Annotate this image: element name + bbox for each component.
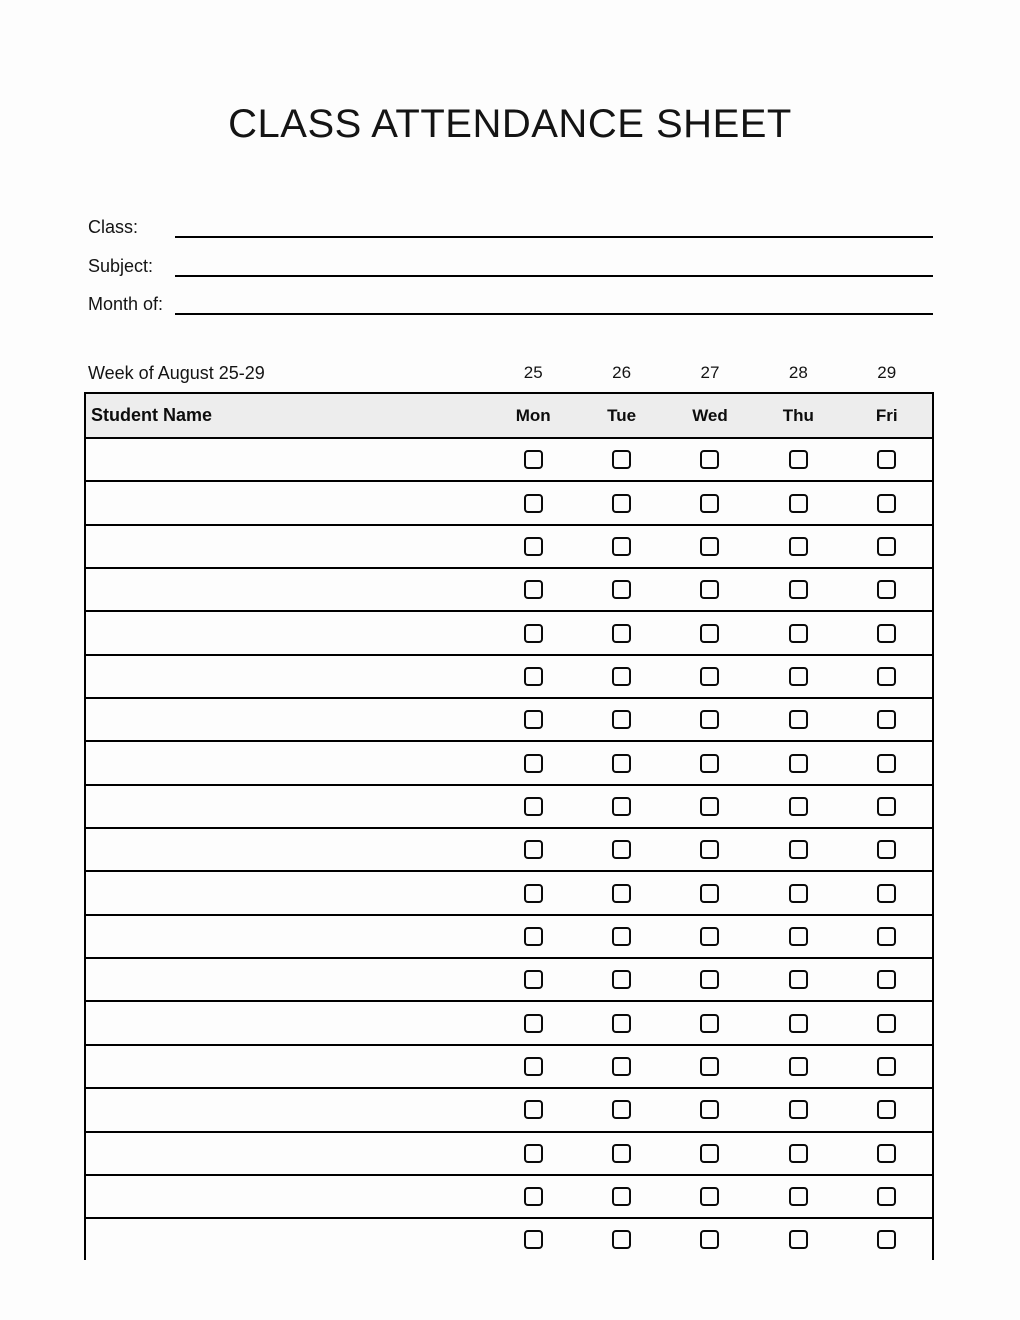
- attendance-checkbox[interactable]: [524, 494, 543, 513]
- table-row: [86, 612, 932, 655]
- attendance-checkbox[interactable]: [789, 537, 808, 556]
- day-cell-mon: [489, 1057, 577, 1076]
- day-cell-mon: [489, 970, 577, 989]
- table-row: [86, 916, 932, 959]
- table-row: [86, 786, 932, 829]
- table-row: [86, 1176, 932, 1219]
- attendance-checkbox[interactable]: [612, 1100, 631, 1119]
- day-cell-thu: [754, 1144, 842, 1163]
- day-header-thu: Thu: [782, 405, 814, 425]
- attendance-checkbox[interactable]: [700, 1187, 719, 1206]
- attendance-checkbox[interactable]: [877, 970, 896, 989]
- day-cell-thu: [754, 970, 842, 989]
- attendance-checkbox[interactable]: [877, 1057, 896, 1076]
- day-cell-fri: [843, 840, 931, 859]
- attendance-checkbox[interactable]: [524, 667, 543, 686]
- attendance-checkbox[interactable]: [789, 797, 808, 816]
- date-29: 29: [877, 363, 897, 382]
- day-cell-mon: [489, 840, 577, 859]
- attendance-checkbox[interactable]: [877, 624, 896, 643]
- day-cell-thu: [754, 797, 842, 816]
- day-cell-thu: [754, 927, 842, 946]
- day-cell-wed: [666, 797, 754, 816]
- attendance-checkbox[interactable]: [524, 970, 543, 989]
- student-name-cell[interactable]: [86, 872, 489, 913]
- attendance-checkbox[interactable]: [700, 1230, 719, 1249]
- day-cell-fri: [843, 1144, 931, 1163]
- attendance-checkbox[interactable]: [612, 667, 631, 686]
- day-cell-fri: [843, 884, 931, 903]
- date-28: 28: [788, 363, 808, 382]
- day-header-fri: Fri: [875, 405, 898, 425]
- attendance-checkbox[interactable]: [789, 1057, 808, 1076]
- day-cell-fri: [843, 710, 931, 729]
- table-row: [86, 1089, 932, 1132]
- attendance-checkbox[interactable]: [524, 1187, 543, 1206]
- attendance-checkbox[interactable]: [877, 1100, 896, 1119]
- attendance-checkbox[interactable]: [524, 624, 543, 643]
- attendance-checkbox[interactable]: [612, 797, 631, 816]
- day-cell-wed: [666, 840, 754, 859]
- day-cell-wed: [666, 1230, 754, 1249]
- student-name-cell[interactable]: [86, 1219, 489, 1260]
- table-header-row: [86, 394, 932, 439]
- day-cell-tue: [577, 667, 665, 686]
- day-cell-tue: [577, 1100, 665, 1119]
- attendance-checkbox[interactable]: [789, 1100, 808, 1119]
- day-cell-mon: [489, 1100, 577, 1119]
- attendance-checkbox[interactable]: [700, 1057, 719, 1076]
- subject-label: Subject:: [88, 255, 154, 276]
- day-cell-mon: [489, 537, 577, 556]
- day-cell-fri: [843, 494, 931, 513]
- attendance-checkbox[interactable]: [789, 840, 808, 859]
- day-cell-fri: [843, 970, 931, 989]
- field-month-of: [88, 293, 933, 315]
- attendance-table: [84, 392, 934, 1260]
- attendance-checkbox[interactable]: [524, 450, 543, 469]
- attendance-checkbox[interactable]: [524, 884, 543, 903]
- table-row: [86, 1133, 932, 1176]
- day-cell-mon: [489, 1230, 577, 1249]
- day-cell-mon: [489, 580, 577, 599]
- attendance-checkbox[interactable]: [524, 797, 543, 816]
- day-cell-tue: [577, 580, 665, 599]
- table-body: [86, 439, 932, 1260]
- attendance-checkbox[interactable]: [789, 1187, 808, 1206]
- day-cell-thu: [754, 840, 842, 859]
- attendance-checkbox[interactable]: [612, 1014, 631, 1033]
- attendance-checkbox[interactable]: [789, 927, 808, 946]
- day-cell-tue: [577, 1187, 665, 1206]
- attendance-checkbox[interactable]: [877, 667, 896, 686]
- attendance-checkbox[interactable]: [700, 710, 719, 729]
- day-cell-tue: [577, 450, 665, 469]
- day-cell-thu: [754, 710, 842, 729]
- attendance-checkbox[interactable]: [524, 710, 543, 729]
- attendance-checkbox[interactable]: [877, 754, 896, 773]
- day-cell-fri: [843, 927, 931, 946]
- day-cell-mon: [489, 624, 577, 643]
- attendance-checkbox[interactable]: [612, 1057, 631, 1076]
- day-cell-thu: [754, 450, 842, 469]
- day-cell-wed: [666, 1187, 754, 1206]
- day-cell-thu: [754, 580, 842, 599]
- day-cell-fri: [843, 1187, 931, 1206]
- attendance-checkbox[interactable]: [524, 754, 543, 773]
- attendance-checkbox[interactable]: [700, 754, 719, 773]
- attendance-checkbox[interactable]: [524, 1014, 543, 1033]
- day-cell-tue: [577, 1057, 665, 1076]
- week-label: Week of August 25-29: [88, 362, 265, 383]
- date-25: 25: [523, 363, 543, 382]
- attendance-checkbox[interactable]: [789, 667, 808, 686]
- table-row: [86, 829, 932, 872]
- class-label: Class:: [88, 216, 139, 237]
- day-cell-wed: [666, 970, 754, 989]
- day-cell-thu: [754, 667, 842, 686]
- day-header-tue: Tue: [607, 405, 637, 425]
- student-name-cell[interactable]: [86, 699, 489, 740]
- table-row: [86, 526, 932, 569]
- day-cell-mon: [489, 1014, 577, 1033]
- student-name-cell[interactable]: [86, 1002, 489, 1043]
- day-cell-tue: [577, 970, 665, 989]
- month-of-input-line[interactable]: [175, 293, 933, 315]
- attendance-checkbox[interactable]: [877, 927, 896, 946]
- day-cell-tue: [577, 884, 665, 903]
- attendance-checkbox[interactable]: [789, 624, 808, 643]
- day-cell-wed: [666, 927, 754, 946]
- table-row: [86, 699, 932, 742]
- attendance-checkbox[interactable]: [612, 754, 631, 773]
- attendance-checkbox[interactable]: [612, 840, 631, 859]
- field-class: [88, 216, 933, 238]
- attendance-checkbox[interactable]: [612, 580, 631, 599]
- day-cell-wed: [666, 580, 754, 599]
- table-row: [86, 439, 932, 482]
- day-cell-mon: [489, 450, 577, 469]
- table-row: [86, 959, 932, 1002]
- attendance-checkbox[interactable]: [789, 710, 808, 729]
- student-name-cell[interactable]: [86, 569, 489, 610]
- attendance-checkbox[interactable]: [612, 710, 631, 729]
- attendance-checkbox[interactable]: [877, 537, 896, 556]
- class-input-line[interactable]: [175, 216, 933, 238]
- attendance-checkbox[interactable]: [700, 537, 719, 556]
- day-cell-tue: [577, 710, 665, 729]
- day-cell-wed: [666, 1144, 754, 1163]
- day-cell-wed: [666, 624, 754, 643]
- attendance-checkbox[interactable]: [877, 1187, 896, 1206]
- day-cell-fri: [843, 667, 931, 686]
- day-cell-mon: [489, 927, 577, 946]
- attendance-checkbox[interactable]: [700, 494, 719, 513]
- day-cell-tue: [577, 1014, 665, 1033]
- day-cell-thu: [754, 494, 842, 513]
- date-26: 26: [612, 363, 632, 382]
- day-cell-thu: [754, 1100, 842, 1119]
- day-cell-tue: [577, 1144, 665, 1163]
- day-cell-mon: [489, 710, 577, 729]
- attendance-checkbox[interactable]: [700, 667, 719, 686]
- day-cell-thu: [754, 537, 842, 556]
- day-cell-wed: [666, 667, 754, 686]
- attendance-checkbox[interactable]: [612, 494, 631, 513]
- day-cell-tue: [577, 1230, 665, 1249]
- day-cell-fri: [843, 450, 931, 469]
- day-cell-mon: [489, 667, 577, 686]
- day-cell-fri: [843, 754, 931, 773]
- student-name-cell[interactable]: [86, 786, 489, 827]
- attendance-checkbox[interactable]: [877, 494, 896, 513]
- date-27: 27: [700, 363, 720, 382]
- day-cell-tue: [577, 754, 665, 773]
- table-row: [86, 482, 932, 525]
- day-cell-thu: [754, 1057, 842, 1076]
- attendance-checkbox[interactable]: [700, 624, 719, 643]
- day-cell-wed: [666, 537, 754, 556]
- attendance-checkbox[interactable]: [612, 624, 631, 643]
- week-header-row: [84, 360, 934, 386]
- page-title: CLASS ATTENDANCE SHEET: [228, 102, 792, 146]
- attendance-checkbox[interactable]: [789, 1144, 808, 1163]
- attendance-checkbox[interactable]: [877, 710, 896, 729]
- attendance-checkbox[interactable]: [700, 970, 719, 989]
- table-row: [86, 1046, 932, 1089]
- attendance-checkbox[interactable]: [700, 1014, 719, 1033]
- attendance-checkbox[interactable]: [877, 840, 896, 859]
- table-row: [86, 569, 932, 612]
- day-cell-thu: [754, 754, 842, 773]
- day-cell-thu: [754, 1187, 842, 1206]
- subject-input-line[interactable]: [175, 255, 933, 277]
- student-name-cell[interactable]: [86, 482, 489, 523]
- day-cell-thu: [754, 884, 842, 903]
- day-cell-fri: [843, 537, 931, 556]
- attendance-checkbox[interactable]: [612, 537, 631, 556]
- day-header-mon: Mon: [515, 405, 551, 425]
- attendance-checkbox[interactable]: [700, 884, 719, 903]
- attendance-checkbox[interactable]: [524, 580, 543, 599]
- attendance-checkbox[interactable]: [877, 1230, 896, 1249]
- attendance-checkbox[interactable]: [524, 840, 543, 859]
- day-cell-fri: [843, 580, 931, 599]
- attendance-checkbox[interactable]: [789, 884, 808, 903]
- day-cell-wed: [666, 1100, 754, 1119]
- attendance-checkbox[interactable]: [877, 580, 896, 599]
- field-subject: [88, 255, 933, 277]
- table-row: [86, 1002, 932, 1045]
- day-cell-wed: [666, 710, 754, 729]
- attendance-checkbox[interactable]: [789, 1014, 808, 1033]
- attendance-checkbox[interactable]: [789, 1230, 808, 1249]
- attendance-checkbox[interactable]: [877, 797, 896, 816]
- day-cell-wed: [666, 450, 754, 469]
- table-row: [86, 1219, 932, 1260]
- day-cell-tue: [577, 537, 665, 556]
- attendance-checkbox[interactable]: [789, 494, 808, 513]
- table-row: [86, 872, 932, 915]
- attendance-checkbox[interactable]: [877, 450, 896, 469]
- student-name-cell[interactable]: [86, 916, 489, 957]
- student-name-cell[interactable]: [86, 656, 489, 697]
- day-cell-fri: [843, 797, 931, 816]
- day-cell-mon: [489, 797, 577, 816]
- attendance-checkbox[interactable]: [700, 450, 719, 469]
- day-cell-thu: [754, 1014, 842, 1033]
- attendance-checkbox[interactable]: [877, 1014, 896, 1033]
- day-cell-mon: [489, 494, 577, 513]
- day-header-wed: Wed: [692, 405, 728, 425]
- attendance-checkbox[interactable]: [700, 927, 719, 946]
- attendance-checkbox[interactable]: [789, 754, 808, 773]
- student-name-cell[interactable]: [86, 1089, 489, 1130]
- attendance-checkbox[interactable]: [612, 1230, 631, 1249]
- attendance-checkbox[interactable]: [877, 884, 896, 903]
- attendance-checkbox[interactable]: [524, 1144, 543, 1163]
- attendance-checkbox[interactable]: [524, 927, 543, 946]
- day-cell-fri: [843, 1057, 931, 1076]
- attendance-checkbox[interactable]: [700, 1100, 719, 1119]
- attendance-checkbox[interactable]: [612, 1187, 631, 1206]
- attendance-checkbox[interactable]: [612, 450, 631, 469]
- attendance-checkbox[interactable]: [612, 1144, 631, 1163]
- day-cell-fri: [843, 1230, 931, 1249]
- day-cell-thu: [754, 1230, 842, 1249]
- day-cell-tue: [577, 494, 665, 513]
- day-cell-tue: [577, 927, 665, 946]
- day-cell-fri: [843, 1100, 931, 1119]
- day-cell-mon: [489, 754, 577, 773]
- attendance-checkbox[interactable]: [524, 1100, 543, 1119]
- day-cell-mon: [489, 1187, 577, 1206]
- student-name-cell[interactable]: [86, 612, 489, 653]
- table-row: [86, 742, 932, 785]
- attendance-checkbox[interactable]: [524, 537, 543, 556]
- day-cell-wed: [666, 494, 754, 513]
- attendance-checkbox[interactable]: [877, 1144, 896, 1163]
- student-name-cell[interactable]: [86, 526, 489, 567]
- table-row: [86, 656, 932, 699]
- student-name-cell[interactable]: [86, 1133, 489, 1174]
- day-cell-thu: [754, 624, 842, 643]
- day-cell-wed: [666, 1057, 754, 1076]
- attendance-checkbox[interactable]: [700, 840, 719, 859]
- student-name-cell[interactable]: [86, 959, 489, 1000]
- attendance-checkbox[interactable]: [789, 450, 808, 469]
- day-cell-tue: [577, 624, 665, 643]
- attendance-checkbox[interactable]: [524, 1230, 543, 1249]
- day-cell-tue: [577, 840, 665, 859]
- day-cell-mon: [489, 1144, 577, 1163]
- day-cell-wed: [666, 884, 754, 903]
- attendance-checkbox[interactable]: [612, 884, 631, 903]
- attendance-checkbox[interactable]: [789, 580, 808, 599]
- attendance-checkbox[interactable]: [524, 1057, 543, 1076]
- day-cell-mon: [489, 884, 577, 903]
- attendance-checkbox[interactable]: [700, 1144, 719, 1163]
- day-cell-wed: [666, 754, 754, 773]
- attendance-checkbox[interactable]: [789, 970, 808, 989]
- student-name-cell[interactable]: [86, 439, 489, 480]
- day-cell-fri: [843, 624, 931, 643]
- student-name-cell[interactable]: [86, 829, 489, 870]
- month-of-label: Month of:: [88, 293, 164, 314]
- attendance-checkbox[interactable]: [612, 970, 631, 989]
- student-name-cell[interactable]: [86, 742, 489, 783]
- day-cell-wed: [666, 1014, 754, 1033]
- day-cell-tue: [577, 797, 665, 816]
- attendance-checkbox[interactable]: [700, 797, 719, 816]
- student-name-header: Student Name: [91, 405, 213, 425]
- student-name-cell[interactable]: [86, 1176, 489, 1217]
- day-cell-fri: [843, 1014, 931, 1033]
- attendance-checkbox[interactable]: [612, 927, 631, 946]
- attendance-checkbox[interactable]: [700, 580, 719, 599]
- student-name-cell[interactable]: [86, 1046, 489, 1087]
